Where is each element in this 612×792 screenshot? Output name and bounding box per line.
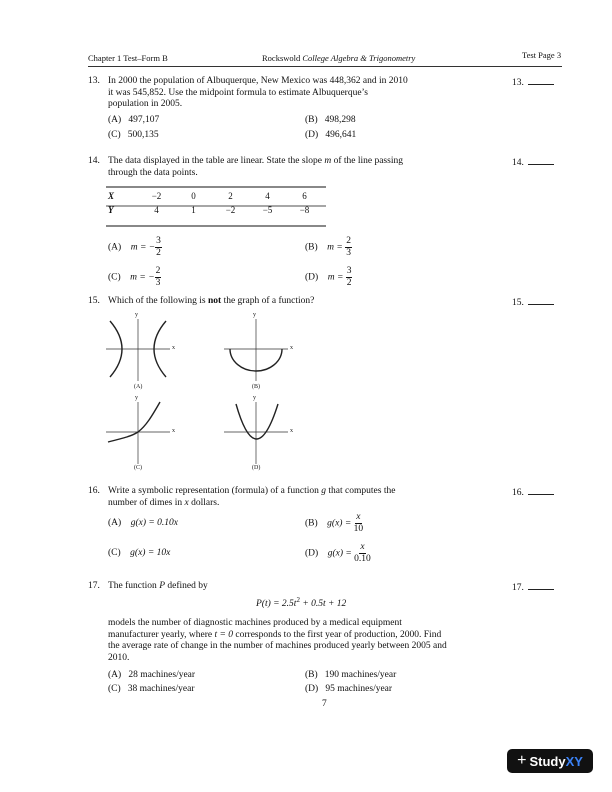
q14-answer-blank[interactable]: 14.: [512, 156, 554, 168]
q13-answer-blank[interactable]: 13.: [512, 76, 554, 88]
q16-text: Write a symbolic representation (formula) of a function g that computes the number of dimes in x dollars.: [108, 486, 396, 508]
table-cell: −2: [151, 191, 162, 201]
q15-text: Which of the following is not the graph of a function?: [108, 296, 315, 306]
graph-c[interactable]: [104, 398, 174, 466]
graph-b[interactable]: [222, 315, 292, 383]
q13-option-c[interactable]: (C) 500,135: [108, 130, 159, 140]
header-rule: [88, 66, 562, 67]
q14-data-table: [108, 189, 323, 217]
table-cell: −2: [225, 205, 236, 215]
table-cell: 4: [154, 205, 159, 215]
q15-answer-blank[interactable]: 15.: [512, 296, 554, 308]
studyxy-logo[interactable]: [507, 749, 593, 773]
table-cell: 6: [302, 191, 307, 201]
q13-option-b[interactable]: (B) 498,298: [305, 115, 356, 125]
page-number: 7: [322, 699, 327, 709]
graph-d-y-label: y: [253, 395, 256, 401]
q16-answer-blank[interactable]: 16.: [512, 486, 554, 498]
graph-a-x-label: x: [172, 345, 175, 351]
graph-b-label: (B): [252, 384, 260, 390]
q14-option-b[interactable]: (B) m = $\frac{2}{3}$: [305, 236, 351, 258]
graph-c-y-label: y: [135, 395, 138, 401]
q14-option-d[interactable]: (D) m = $\frac{3}{2}$: [305, 266, 352, 288]
table-cell: −5: [262, 205, 273, 215]
graph-b-x-label: x: [290, 345, 293, 351]
table-x-header: X: [108, 191, 115, 201]
q14-option-c[interactable]: (C) m = − $\frac{2}{3}$: [108, 266, 161, 288]
graph-d[interactable]: [222, 398, 292, 466]
graph-a[interactable]: [104, 315, 174, 383]
q17-option-d[interactable]: (D) 95 machines/year: [305, 684, 393, 694]
logo-accent: XY: [565, 753, 583, 769]
q16-option-c[interactable]: (C) g(x) = 10x: [108, 548, 171, 558]
table-row: [108, 189, 323, 203]
table-cell: 2: [228, 191, 233, 201]
header-page-label: Test Page 3: [522, 50, 562, 60]
graph-c-label: (C): [134, 465, 142, 471]
q15-number: 15.: [88, 296, 100, 306]
q14-number: 14.: [88, 156, 100, 166]
q17-text: The function P defined by: [108, 581, 208, 591]
header-chapter: Chapter 1 Test–Form B: [88, 53, 168, 63]
q17-option-c[interactable]: (C) 38 machines/year: [108, 684, 195, 694]
q16-option-a[interactable]: (A) g(x) = 0.10x: [108, 518, 178, 528]
graph-a-label: (A): [134, 384, 143, 390]
graph-c-x-label: x: [172, 428, 175, 434]
q14-text: The data displayed in the table are linear. State the slope m of the line passing through the data points.: [108, 156, 403, 178]
table-cell: −8: [299, 205, 310, 215]
table-cell: 0: [191, 191, 196, 201]
q17-option-b[interactable]: (B) 190 machines/year: [305, 670, 397, 680]
q13-text: In 2000 the population of Albuquerque, New Mexico was 448,362 and in 2010 it was 545,852. Use the midpoint formula to estimate Albuquerque’s population in 2005.: [108, 76, 408, 109]
table-row: [108, 203, 323, 217]
q17-formula: $P(t) = 2.5t^2 + 0.5t + 12$: [256, 596, 347, 610]
graph-d-label: (D): [252, 465, 261, 471]
q14-option-a[interactable]: (A) m = − $\frac{3}{2}$: [108, 236, 161, 258]
table-cell: 1: [191, 205, 196, 215]
q13-option-a[interactable]: (A) 497,107: [108, 115, 160, 125]
q16-number: 16.: [88, 486, 100, 496]
q16-option-b[interactable]: (B) g(x) = $\frac{x}{10}$: [305, 512, 364, 534]
plus-icon: +: [517, 752, 527, 769]
q17-option-a[interactable]: (A) 28 machines/year: [108, 670, 196, 680]
logo-text: Study: [529, 753, 566, 769]
q16-option-d[interactable]: (D) g(x) = $\frac{x}{0.10}$: [305, 542, 371, 564]
q17-answer-blank[interactable]: 17.: [512, 581, 554, 593]
table-cell: 4: [265, 191, 270, 201]
q13-number: 13.: [88, 76, 100, 86]
q17-body: models the number of diagnostic machines produced by a medical equipment manufacturer yearly, where t = 0 corresponds to the first year of production, 2000. Find the average rate of change in the number of machines produced yearly between 2005 and 2010.: [108, 618, 447, 663]
graph-a-y-label: y: [135, 312, 138, 318]
q13-option-d[interactable]: (D) 496,641: [305, 130, 357, 140]
graph-d-x-label: x: [290, 428, 293, 434]
q17-number: 17.: [88, 581, 100, 591]
header-book-title: Rockswold College Algebra & Trigonometry: [262, 53, 416, 63]
graph-b-y-label: y: [253, 312, 256, 318]
table-y-header: Y: [108, 205, 114, 215]
